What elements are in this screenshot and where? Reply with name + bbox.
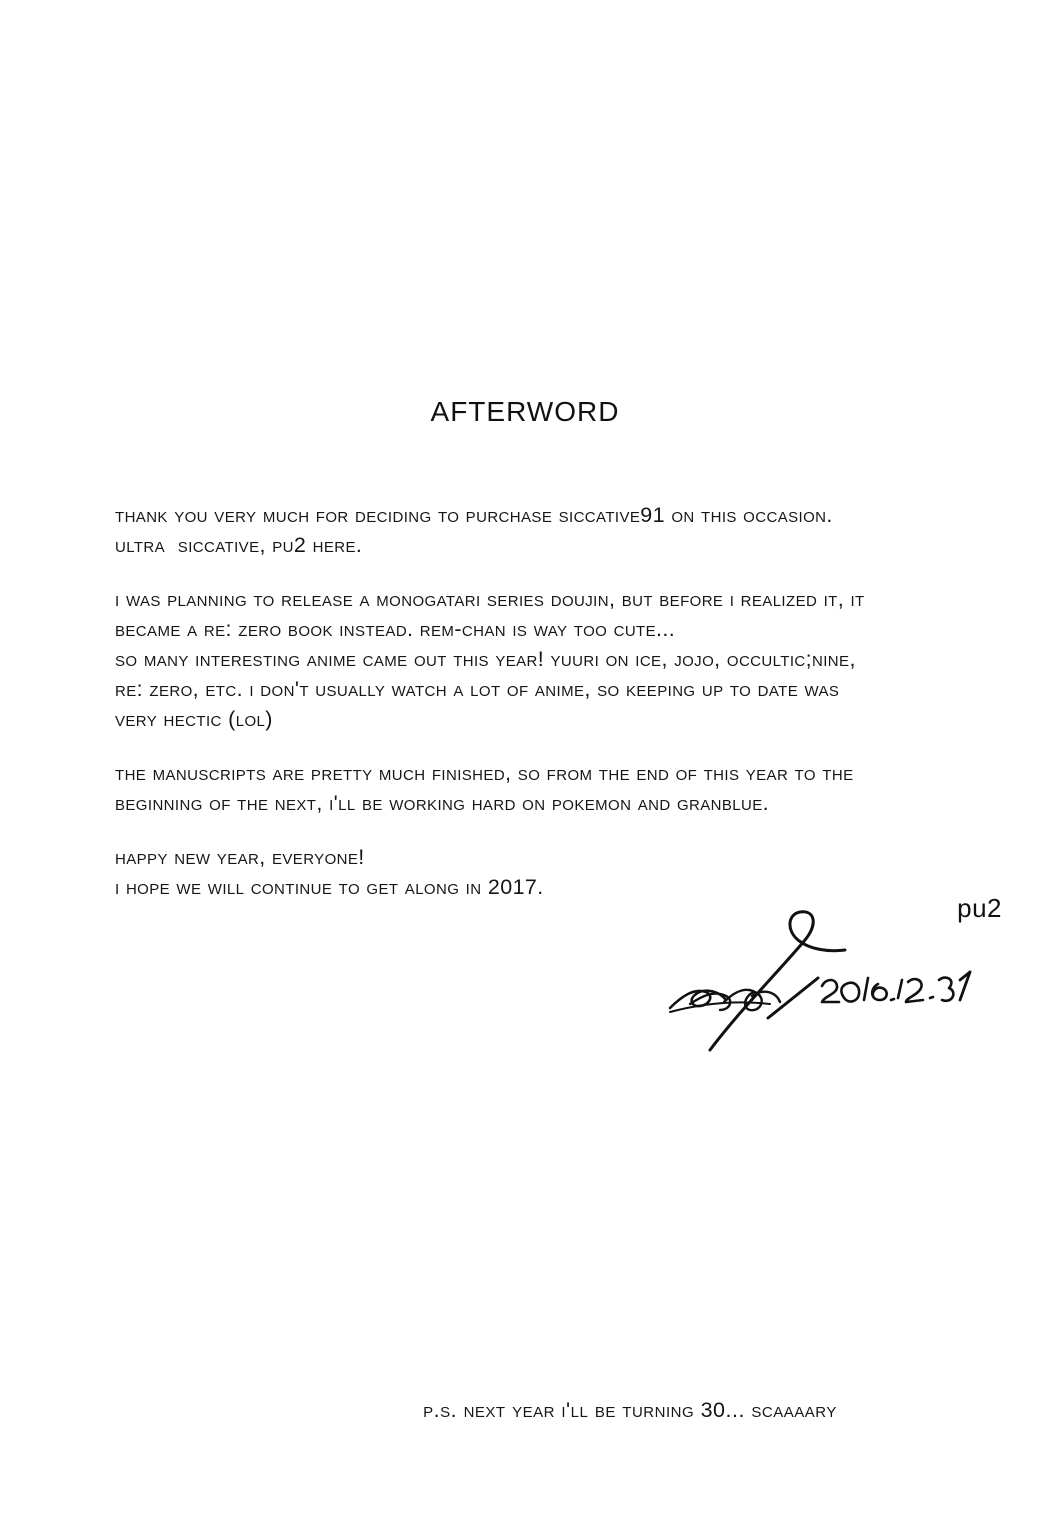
paragraph [115, 758, 975, 818]
afterword-body [115, 500, 975, 902]
signature-block [640, 880, 1020, 1060]
body-line: the manuscripts are pretty much finished, so from the end of this year to the [115, 761, 854, 785]
body-line: thank you very much for deciding to purchase siccative91 on this occasion. [115, 503, 833, 527]
paragraph [115, 500, 975, 560]
body-line: very hectic (lol) [115, 707, 273, 731]
author-name: pu2 [957, 893, 1002, 923]
body-line: re: zero, etc. i don't usually watch a lot of anime, so keeping up to date was [115, 677, 840, 701]
paragraph [115, 584, 975, 734]
body-line: i hope we will continue to get along in 2017. [115, 875, 544, 899]
body-line: became a re: zero book instead. rem-chan is way too cute... [115, 617, 676, 641]
handwritten-signature-icon [640, 900, 1020, 1060]
postscript-note: p.s. next year i'll be turning 30... scaaaary [423, 1398, 837, 1422]
body-line: happy new year, everyone! [115, 845, 365, 869]
body-line: ultra siccative, pu2 here. [115, 533, 363, 557]
page-title: afterword [430, 386, 620, 430]
body-line: so many interesting anime came out this year! yuuri on ice, jojo, occultic;nine, [115, 647, 856, 671]
body-line: i was planning to release a monogatari series doujin, but before i realized it, it [115, 587, 865, 611]
body-line: beginning of the next, i'll be working hard on pokemon and granblue. [115, 791, 770, 815]
